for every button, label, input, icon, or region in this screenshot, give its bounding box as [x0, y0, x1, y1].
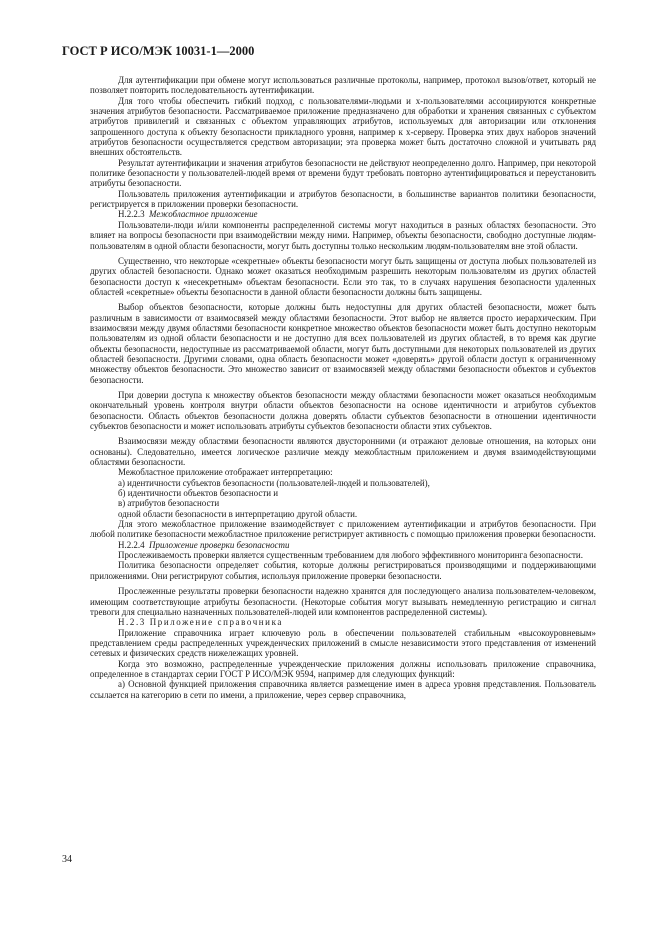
section-heading-h2224 [90, 540, 596, 550]
paragraph: Для этого межобластное приложение взаимодействует с приложением аутентификации и атрибутов безопасности. При любой политике безопасности межобластное приложение регистрирует активность с помощью приложения проверки безопасности. [90, 519, 596, 540]
section-heading-h2223 [90, 209, 596, 219]
paragraph: Для того чтобы обеспечить гибкий подход, с пользователями-людьми и x-пользователями ассоциируются конкретные значения атрибутов безопасности. Рассматриваемое приложение предназначено для обработки и хранения связанных с субъектом атрибутов привилегий и связанных с объектом управляющих атрибутов, используемых для авторизации или отклонения запрошенного доступа к объекту безопасности прикладного уровня, например к x-серверу. Проверка этих двух наборов значений атрибутов безопасности осуществляется средством авторизации; эта проверка может быть достаточно сложной и учитывать ряд внешних обстоятельств. [90, 95, 596, 158]
list-item: в) атрибутов безопасности [118, 498, 220, 509]
section-title: Приложение справочника [149, 617, 283, 628]
paragraph: Взаимосвязи между областями безопасности являются двусторонними (и отражают деловые отношения, на которых они основаны). Следовательно, имеется логическое различие между межобластным приложением и двумя взаимодействующими областями безопасности. [90, 436, 596, 468]
list-item: б) идентичности объектов безопасности и [118, 488, 279, 499]
page-number: 34 [62, 854, 72, 865]
paragraph: Политика безопасности определяет события, которые должны регистрироваться производящими и поддерживающими приложениями. Они регистрируют события, используя приложение проверки безопасности. [90, 560, 596, 581]
list-item: одной области безопасности в интерпретацию другой области. [118, 508, 358, 519]
paragraph: Когда это возможно, распределенные учрежденческие приложения должны использовать приложение справочника, определенное в стандартах серии ГОСТ Р ИСО/МЭК 9594, например для следующих функций: [90, 658, 596, 679]
section-heading-h23 [90, 617, 596, 627]
section-number: Н.2.2.4 [118, 539, 145, 550]
paragraph: Межобластное приложение отображает интерпретацию: [118, 467, 333, 478]
paragraph: Результат аутентификации и значения атрибутов безопасности не действуют неопределенно долго. Например, при некоторой политике безопасности у пользователей-людей время от времени будут требовать повторно аутентифицироваться и переустановить атрибуты безопасности. [90, 157, 596, 189]
paragraph: Для аутентификации при обмене могут использоваться различные протоколы, например, протокол вызов/ответ, который не позволяет повторить последовательность аутентификации. [90, 75, 596, 96]
paragraph: Приложение справочника играет ключевую роль в обеспечении пользователей стабильным «высокоуровневым» представлением среды распределенных учрежденческих приложений в смысле независимости этого представления от изменений сетевых и физических средств нижележащих уровней. [90, 627, 596, 659]
paragraph: Выбор объектов безопасности, которые должны быть недоступны для других областей безопасности, может быть различным в зависимости от взаимосвязей между областями безопасности. Этот выбор не является просто иерархическим. При взаимосвязи между двумя областями безопасности конкретное множество объектов безопасности может быть доступно некоторым пользователям из одной области безопасности и не доступно для всех пользователей из других областей, в то время как другие объекты безопасности, недоступные из рассматриваемой области, могут быть доступными для некоторых пользователей из других областей безопасности. Другими словами, одна область безопасности может «доверять» другой области доступ к ограниченному множеству объектов безопасности. Это множество зависит от взаимосвязей между областями безопасности объектов и субъектов безопасности. [90, 302, 596, 385]
paragraph: а) Основной функцией приложения справочника является размещение имен в адреса уровня представления. Пользователь ссылается на категорию в сети по имени, а приложение, через сервер справочника, [90, 679, 596, 700]
paragraph: Пользователь приложения аутентификации и атрибутов безопасности, в большинстве вариантов политики безопасности, регистрируется в приложении проверки безопасности. [90, 188, 596, 210]
list-item: а) идентичности субъектов безопасности (пользователей-людей и пользователей), [118, 477, 430, 488]
paragraph: Пользователи-люди и/или компоненты распределенной системы могут находиться в разных областях безопасности. Это влияет на вопросы безопасности при взаимодействии между ними. Например, объекты безопасности, свободно доступные людям-пользователям в одной области безопасности, могут быть доступны только нескольким людям-пользователям вне этой области. [90, 219, 596, 251]
document-body [90, 75, 596, 700]
paragraph: Прослеживаемость проверки является существенным требованием для любого эффективного мониторинга безопасности. [118, 550, 583, 561]
section-title: Межобластное приложение [149, 209, 258, 220]
section-number: Н.2.2.3 [118, 209, 145, 220]
paragraph: При доверии доступа к множеству объектов безопасности между областями безопасности может оказаться необходимым окончательный уровень контроля внутри области объектов безопасности на основе идентичности и атрибутов субъектов безопасности. Область объектов безопасности должна доверять области субъектов безопасности в отношении идентичности субъектов безопасности и может использовать атрибуты субъектов безопасности области этих субъектов. [90, 389, 596, 431]
paragraph: Прослеженные результаты проверки безопасности надежно хранятся для последующего анализа пользователем-человеком, имеющим соответствующие атрибуты безопасности. (Некоторые события могут вызывать немедленную регистрацию и сигнал тревоги для специально назначенных пользователей-людей или компонентов распределенной системы). [90, 586, 596, 617]
section-title: Приложение проверки безопасности [149, 539, 290, 550]
section-number: Н.2.3 [118, 617, 146, 628]
document-header: ГОСТ Р ИСО/МЭК 10031-1—2000 [62, 44, 255, 58]
paragraph: Существенно, что некоторые «секретные» объекты безопасности могут быть защищены от доступа любых пользователей из других областей безопасности. Однако может оказаться необходимым разрешить некоторым пользователям из других областей безопасности доступ к «несекретным» объектам безопасности. Если это так, то в случаях нарушения безопасности удаленных областей «секретные» объекты безопасности в данной области безопасности должны быть защищены. [90, 255, 596, 297]
